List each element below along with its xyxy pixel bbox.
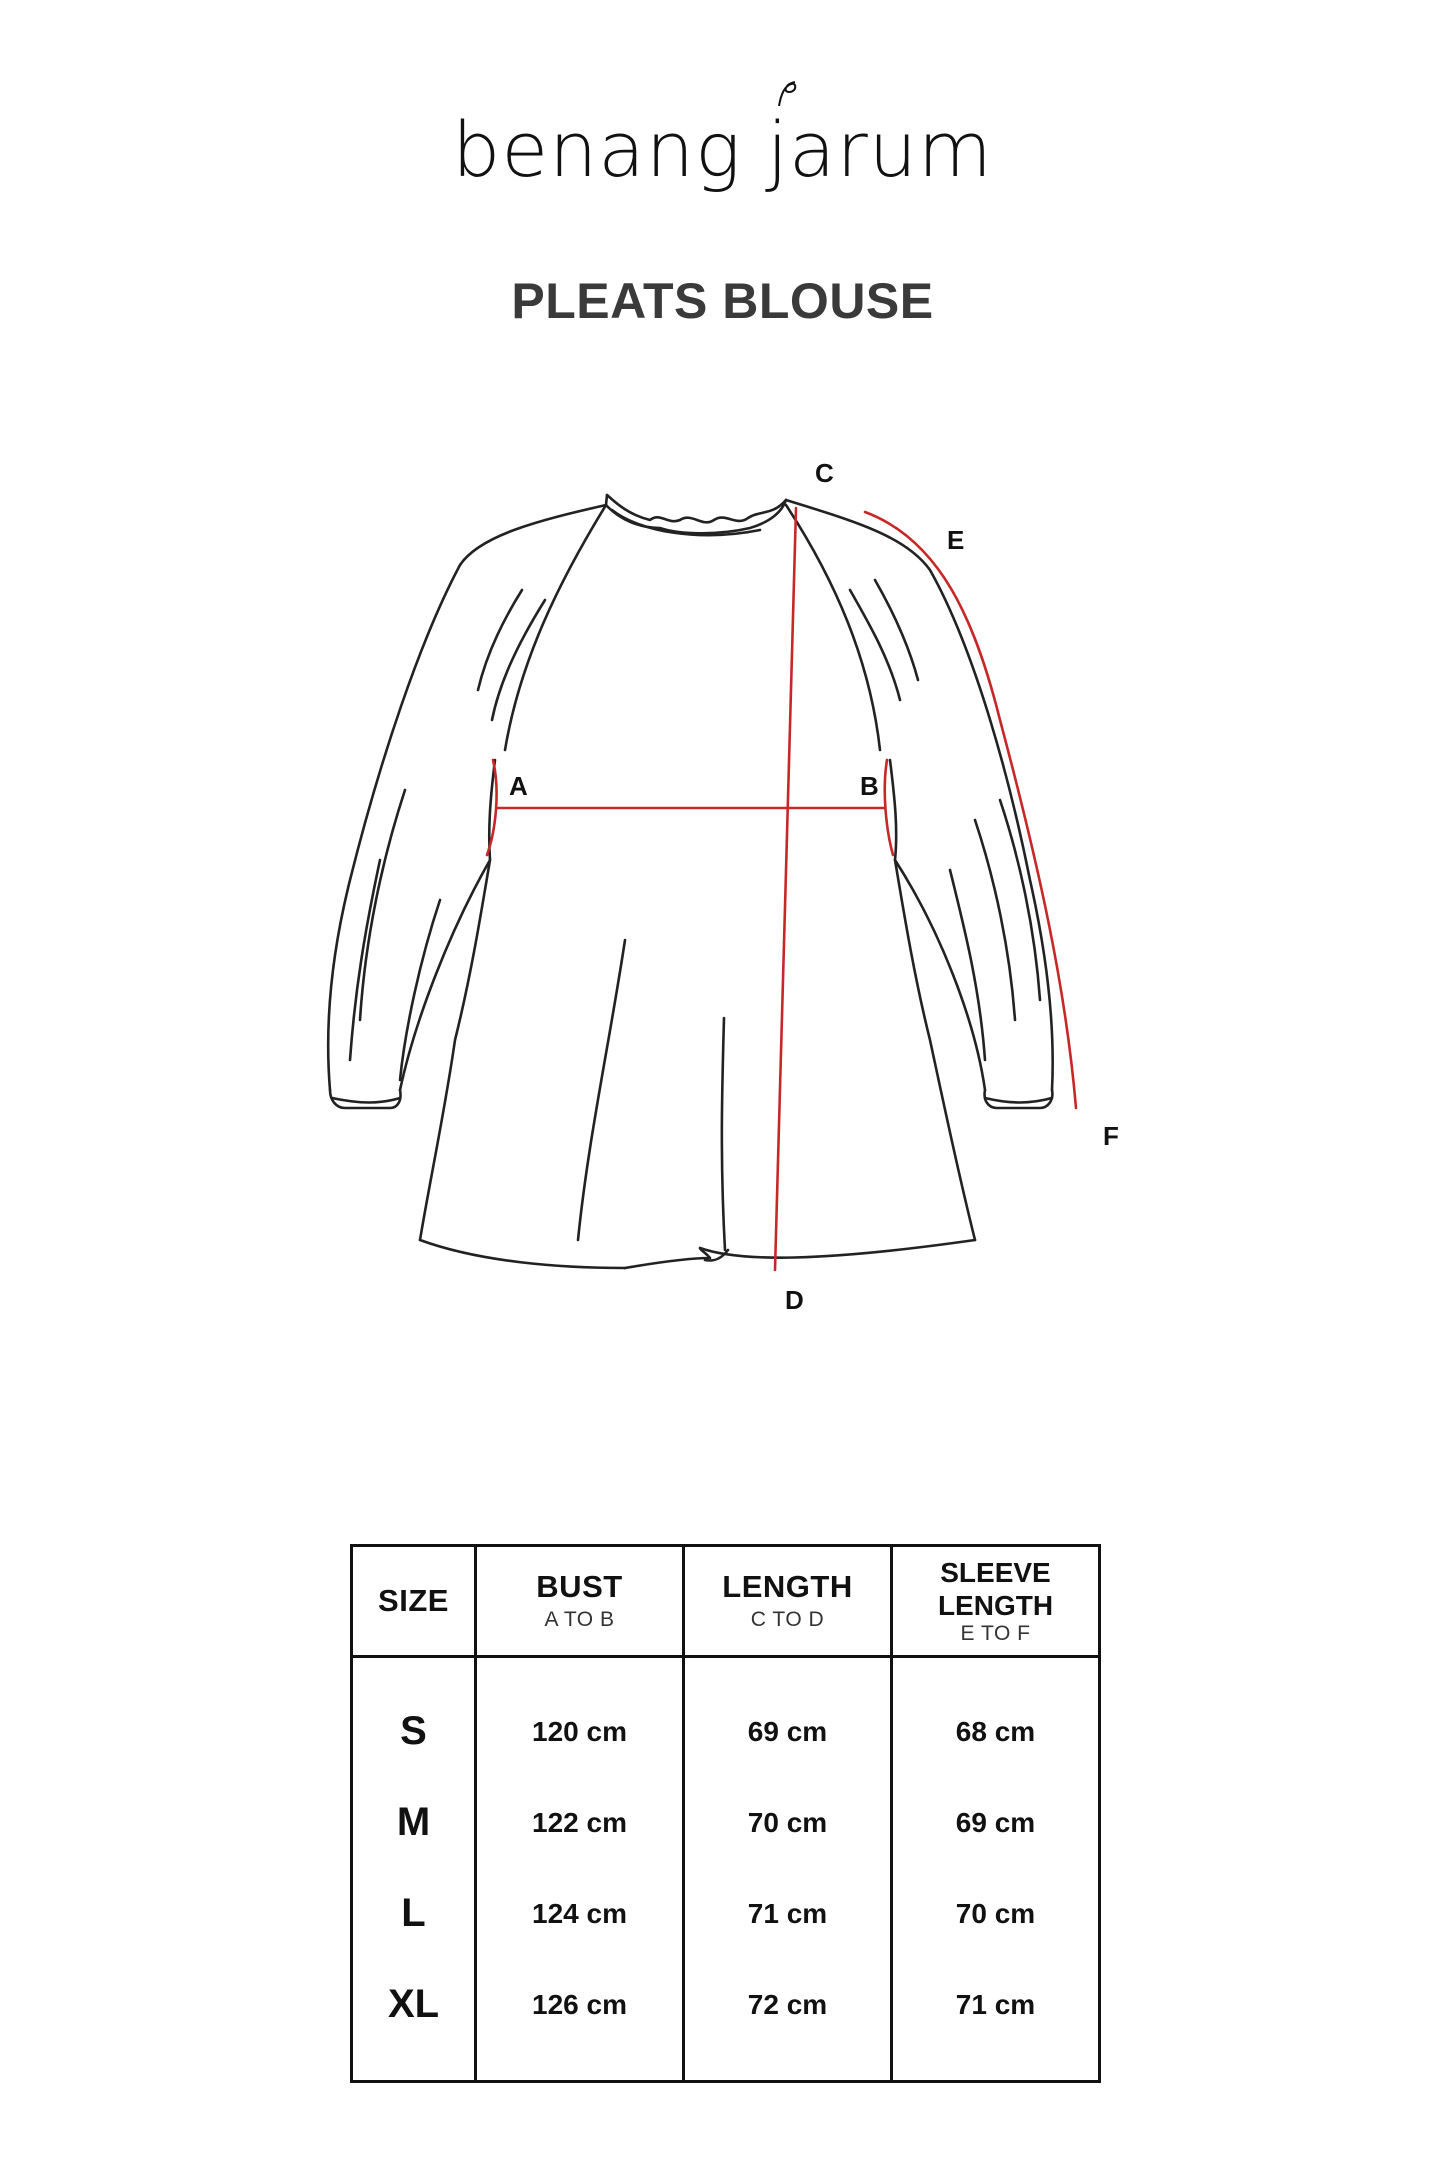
point-label-c: C: [815, 458, 834, 488]
length-cell: 70 cm: [684, 1777, 892, 1868]
table-row: [352, 1959, 1100, 2082]
brand-logo-text: benang jarum: [452, 105, 993, 194]
header-bust: [476, 1546, 684, 1657]
size-chart-table: [350, 1544, 1101, 2083]
point-label-a: A: [509, 771, 528, 801]
header-sleeve-label-2: LENGTH: [937, 1590, 1054, 1621]
header-sleeve-label-1: SLEEVE: [940, 1557, 1051, 1588]
table-row: [352, 1777, 1100, 1868]
sleeve-cell: 70 cm: [892, 1868, 1100, 1959]
table-header-row: [352, 1546, 1100, 1657]
header-sleeve-sub: E TO F: [960, 1622, 1031, 1645]
header-length-sub: C TO D: [750, 1608, 825, 1631]
length-line: [775, 508, 796, 1270]
point-label-e: E: [947, 525, 965, 555]
product-title: PLEATS BLOUSE: [511, 273, 934, 329]
garment-outline: [328, 495, 1052, 1268]
point-label-b: B: [860, 771, 879, 801]
header-bust-label: BUST: [536, 1569, 623, 1604]
sleeve-cell: 69 cm: [892, 1777, 1100, 1868]
header-sleeve: [892, 1546, 1100, 1657]
size-cell: M: [352, 1777, 476, 1868]
point-label-d: D: [785, 1285, 804, 1315]
header-size: [352, 1546, 476, 1657]
header-size-label: SIZE: [378, 1583, 449, 1618]
size-cell: S: [352, 1657, 476, 1778]
sleeve-line: [865, 512, 1076, 1108]
length-cell: 72 cm: [684, 1959, 892, 2082]
length-cell: 71 cm: [684, 1868, 892, 1959]
length-cell: 69 cm: [684, 1657, 892, 1778]
header-length-label: LENGTH: [722, 1569, 853, 1604]
size-cell: XL: [352, 1959, 476, 2082]
sleeve-cell: 71 cm: [892, 1959, 1100, 2082]
bust-cell: 122 cm: [476, 1777, 684, 1868]
table-row: [352, 1868, 1100, 1959]
bust-cell: 126 cm: [476, 1959, 684, 2082]
table-row: [352, 1657, 1100, 1778]
header-bust-sub: A TO B: [544, 1608, 615, 1631]
bust-cell: 124 cm: [476, 1868, 684, 1959]
bust-cell: 120 cm: [476, 1657, 684, 1778]
header-length: [684, 1546, 892, 1657]
measurement-lines: [487, 508, 1076, 1270]
point-label-f: F: [1103, 1121, 1119, 1151]
size-cell: L: [352, 1868, 476, 1959]
sleeve-cell: 68 cm: [892, 1657, 1100, 1778]
